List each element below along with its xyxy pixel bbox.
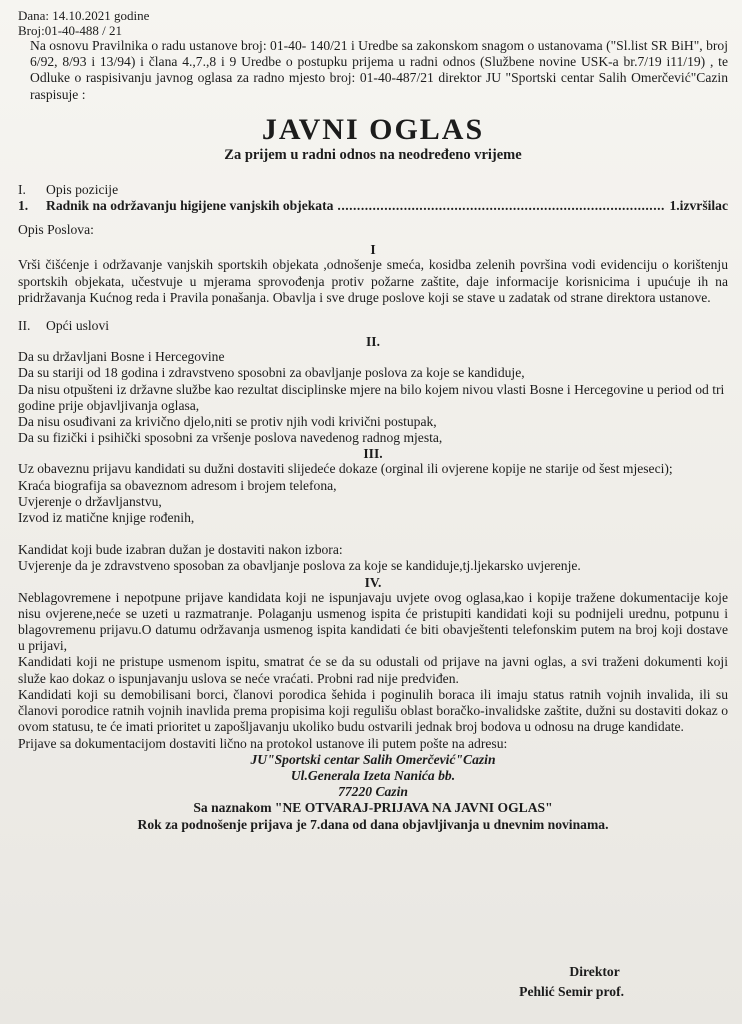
block-numeral-1: I (370, 242, 376, 258)
condition-item: Da nisu osuđivani za krivično djelo,niti se protiv njih vodi krivični postupak, (18, 414, 437, 430)
document-subtitle: Za prijem u radni odnos na neodređeno vrijeme (224, 146, 522, 163)
selected-candidate-document: Uvjerenje da je zdravstveno sposoban za obavljanje poslova za koje se kandiduje,tj.ljekarsko uvjerenje. (18, 558, 581, 574)
section-2-numeral: II. (18, 318, 31, 334)
signatory-name: Pehlić Semir prof. (519, 984, 624, 999)
document-item: Kraća biografija sa obaveznom adresom i brojem telefona, (18, 477, 337, 493)
document-item: Izvod iz matične knjige rođenih, (18, 510, 195, 526)
postal-address (18, 752, 728, 801)
signature-block (519, 962, 624, 1002)
dot-leader (337, 198, 665, 214)
intro-paragraph: Na osnovu Pravilnika o radu ustanove broj: 01-40- 140/21 i Uredbe sa zakonskom snagom o ustanovama ("Sl.list SR BiH", broj 6/92, 8/93 i 13/94) i člana 4.,7.,8 i 9 Uredbe o postupku prijema u radni odnos (Službene novine USK-a br.7/19 i11/19) , te Odluke o raspisivanju javnog oglasa za radno mjesto broj: 01-40-487/21 direktor JU "Sportski centar Salih Omerčević"Cazin raspisuje : (30, 38, 728, 102)
condition-item: Da nisu otpušteni iz državne službe kao rezultat disciplinske mjere na bilo kojem nivou vlasti Bosne i Hercegovine u period od tri godine prije objavljivanja oglasa, (18, 381, 725, 413)
envelope-marking: Sa naznakom "NE OTVARAJ-PRIJAVA NA JAVNI OGLAS" (193, 800, 553, 816)
spacer (18, 526, 728, 542)
block-numeral-2: II. (366, 334, 380, 350)
submission-instructions: Prijave sa dokumentacijom dostaviti lično na protokol ustanove ili putem pošte na adresu: (18, 735, 508, 751)
document-date: Dana: 14.10.2021 godine (18, 8, 150, 23)
block-numeral-3: III. (363, 446, 383, 462)
section-1-title: Opis pozicije (46, 181, 119, 197)
condition-item: Da su državljani Bosne i Hercegovine (18, 349, 225, 365)
rules-paragraph: Kandidati koji su demobilisani borci, članovi porodica šehida i poginulih boraca ili imaju status ratnih vojnih invalida, ili su članovi porodice ratnih vojnih inavlida prema propisima koji regulišu oblast boračko-invalidske zaštite, dužni su dostaviti dokaz o ovom statusu, te će imati prioritet u zapošljavanju ukoliko budu ostvarili jednak broj bodova u odnosu na druge kandidate. (18, 686, 728, 735)
rules-paragraph: Neblagovremene i nepotpune prijave kandidata koji ne ispunjavaju uvjete ovog oglasa,kao i kopije tražene dokumentacije koje nisu ovjerene,neće se uzeti u razmatranje. Polaganju usmenog ispita će pristupiti kandidati koji su podnijeli urednu, potpunu i blagovremenu prijavu.O datumu održavanja usmenog ispita kandidati će biti obavještenti telefonskim putem na broj koji dostave u prijavi, (18, 589, 728, 654)
position-name: Radnik na održavanju higijene vanjskih objekata (46, 198, 334, 214)
selected-candidate-intro: Kandidat koji bude izabran dužan je dostaviti nakon izbora: (18, 542, 343, 558)
position-number: 1. (18, 198, 29, 214)
document-item: Uvjerenje o državljanstvu, (18, 493, 162, 509)
condition-item: Da su fizički i psihički sposobni za vršenje poslova navedenog radnog mjesta, (18, 430, 443, 446)
section-2-heading (18, 318, 728, 334)
block-numeral-4: IV. (364, 574, 382, 590)
section-1-heading (18, 182, 728, 198)
job-description-label: Opis Poslova: (18, 222, 94, 238)
documents-intro: Uz obaveznu prijavu kandidati su dužni dostaviti slijedeće dokaze (orginal ili ovjerene kopije ne starije od šest mjeseci); (18, 461, 673, 477)
address-line: 77220 Cazin (338, 784, 408, 800)
address-line: Ul.Generala Izeta Nanića bb. (290, 767, 456, 783)
section-2-title: Opći uslovi (46, 318, 110, 334)
job-description: Vrši čišćenje i održavanje vanjskih sportskih objekata ,odnošenje smeća, kosidba zelenih površina vodi evidenciju o korištenju sportskih objekata, učestvuje u mjerama sprovođenja protiv požarne zaštite, daje informacije korisnicima i upućuje ih na pridržavanja Kućnog reda i Pravila ponašanja. Obavlja i sve druge poslove koji se stave u zadatak od strane direktora ustanove. (18, 257, 728, 305)
signatory-role: Direktor (569, 964, 620, 979)
condition-item: Da su stariji od 18 godina i zdravstveno sposobni za obavljanje poslova za koje se kandiduje, (18, 365, 525, 381)
document-number: Broj:01-40-488 / 21 (18, 23, 122, 38)
section-1-numeral: I. (18, 181, 26, 197)
document-title: JAVNI OGLAS (261, 112, 485, 146)
position-count: 1.izvršilac (669, 198, 728, 214)
rules-paragraph: Kandidati koji ne pristupe usmenom ispitu, smatrat će se da su odustali od prijave na javni oglas, a svi traženi dokumenti koji služe kao dokaz o ispunjavanju uslova se neće vraćati. Probni rad nije predviđen. (18, 654, 728, 686)
address-line: JU"Sportski centar Salih Omerčević"Cazin (250, 751, 496, 767)
deadline-note: Rok za podnošenje prijava je 7.dana od dana objavljivanja u dnevnim novinama. (137, 816, 609, 832)
position-row (18, 198, 728, 214)
